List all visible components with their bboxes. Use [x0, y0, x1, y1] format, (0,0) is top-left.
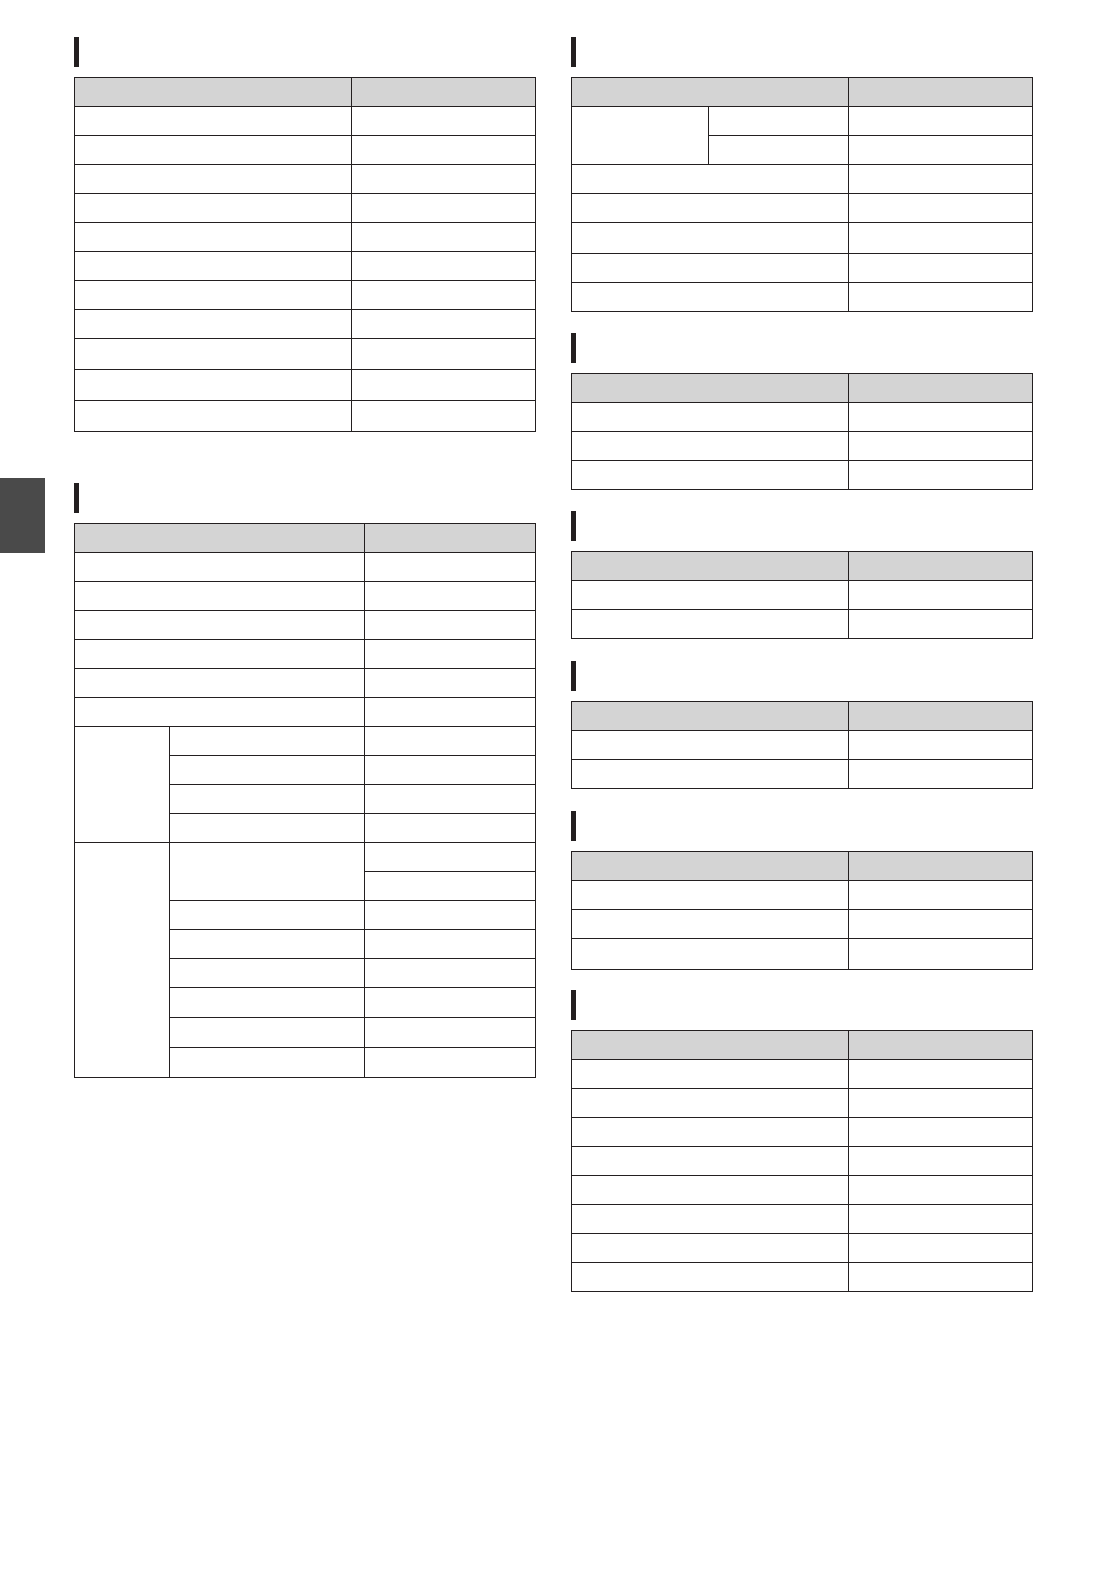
- table-cell: [849, 881, 1033, 910]
- table-cell: [75, 698, 365, 727]
- table-header-row: [75, 78, 536, 107]
- header-cell: [572, 852, 849, 881]
- table-row: [75, 136, 536, 165]
- table-cell: [709, 107, 849, 136]
- table-cell: [170, 930, 365, 959]
- table-row: [75, 640, 536, 669]
- table-row: [75, 843, 536, 872]
- table-cell: [849, 939, 1033, 970]
- header-cell: [75, 78, 352, 107]
- table-cell: [352, 223, 536, 252]
- table-4: [571, 373, 1033, 490]
- table-cell: [572, 731, 849, 760]
- table-cell: [849, 165, 1033, 194]
- table-cell: [849, 1234, 1033, 1263]
- table-cell: [365, 988, 536, 1018]
- header-cell: [849, 374, 1033, 403]
- table-cell: [709, 136, 849, 165]
- table-cell: [170, 1018, 365, 1048]
- table-row: [572, 939, 1033, 970]
- section-marker-bar: [571, 990, 576, 1020]
- table-cell: [572, 194, 849, 223]
- table-cell: [849, 1060, 1033, 1089]
- table-cell: [365, 843, 536, 872]
- table-cell: [572, 1147, 849, 1176]
- section-marker-bar: [571, 37, 576, 67]
- header-cell: [572, 552, 849, 581]
- table-cell: [365, 611, 536, 640]
- table-cell: [572, 581, 849, 610]
- table-cell: [352, 370, 536, 401]
- table-cell: [849, 731, 1033, 760]
- table-row: [572, 1147, 1033, 1176]
- table-cell: [572, 1060, 849, 1089]
- table-cell: [849, 1176, 1033, 1205]
- table-cell: [365, 785, 536, 814]
- header-cell: [75, 524, 365, 553]
- table-cell: [365, 930, 536, 959]
- table-cell: [352, 339, 536, 370]
- table-6: [571, 701, 1033, 789]
- header-cell: [572, 702, 849, 731]
- table-row: [572, 610, 1033, 639]
- table-cell: [75, 669, 365, 698]
- section-marker-bar: [571, 661, 576, 691]
- table-header-row: [572, 852, 1033, 881]
- table-cell: [572, 165, 849, 194]
- table-cell: [170, 727, 365, 756]
- table-cell: [365, 814, 536, 843]
- table-row: [572, 461, 1033, 490]
- group-cell: [75, 843, 170, 1078]
- table-cell: [352, 281, 536, 310]
- table-cell: [572, 223, 849, 254]
- table-cell: [75, 252, 352, 281]
- group-cell: [75, 727, 170, 843]
- table-header-row: [572, 552, 1033, 581]
- table-cell: [849, 403, 1033, 432]
- header-cell: [849, 78, 1033, 107]
- table-row: [75, 107, 536, 136]
- table-cell: [849, 136, 1033, 165]
- table-cell: [572, 1234, 849, 1263]
- table-header-row: [572, 1031, 1033, 1060]
- section-marker-bar: [74, 37, 79, 67]
- table-row: [75, 582, 536, 611]
- table-cell: [849, 194, 1033, 223]
- table-header-row: [572, 702, 1033, 731]
- table-cell: [75, 582, 365, 611]
- table-row: [75, 370, 536, 401]
- section-marker-bar: [571, 511, 576, 541]
- table-row: [75, 669, 536, 698]
- table-cell: [365, 698, 536, 727]
- table-cell: [352, 252, 536, 281]
- table-cell: [572, 1176, 849, 1205]
- header-cell: [849, 1031, 1033, 1060]
- table-row: [572, 223, 1033, 254]
- table-cell: [849, 1118, 1033, 1147]
- table-cell: [75, 370, 352, 401]
- table-cell: [365, 901, 536, 930]
- table-cell: [75, 339, 352, 370]
- table-1: [74, 77, 536, 432]
- table-cell: [572, 760, 849, 789]
- table-cell: [849, 1089, 1033, 1118]
- table-cell: [365, 669, 536, 698]
- table-8: [571, 1030, 1033, 1292]
- table-7: [571, 851, 1033, 970]
- table-cell: [572, 1089, 849, 1118]
- table-row: [572, 1060, 1033, 1089]
- table-cell: [75, 553, 365, 582]
- table-cell: [75, 611, 365, 640]
- section-marker-bar: [74, 483, 79, 513]
- table-cell: [572, 1118, 849, 1147]
- table-cell: [352, 194, 536, 223]
- header-cell: [849, 702, 1033, 731]
- table-cell: [365, 1048, 536, 1078]
- table-row: [572, 760, 1033, 789]
- table-header-row: [572, 78, 1033, 107]
- table-row: [572, 254, 1033, 283]
- table-cell: [352, 401, 536, 432]
- table-row: [75, 339, 536, 370]
- header-cell: [572, 78, 849, 107]
- table-cell: [75, 401, 352, 432]
- table-row: [75, 252, 536, 281]
- table-cell: [849, 760, 1033, 789]
- table-cell: [365, 959, 536, 988]
- table-cell: [365, 640, 536, 669]
- table-row: [572, 283, 1033, 312]
- table-2: [74, 523, 536, 1078]
- table-cell: [352, 107, 536, 136]
- table-cell: [849, 432, 1033, 461]
- table-cell: [849, 1263, 1033, 1292]
- table-cell: [572, 461, 849, 490]
- table-cell: [572, 403, 849, 432]
- table-row: [572, 107, 1033, 136]
- table-cell: [572, 939, 849, 970]
- table-cell: [75, 223, 352, 252]
- table-cell: [75, 310, 352, 339]
- table-cell: [170, 901, 365, 930]
- table-header-row: [572, 374, 1033, 403]
- header-cell: [849, 552, 1033, 581]
- table-cell: [849, 283, 1033, 312]
- table-cell: [572, 881, 849, 910]
- table-row: [75, 727, 536, 756]
- table-cell: [170, 843, 365, 901]
- table-cell: [849, 1147, 1033, 1176]
- table-row: [572, 1089, 1033, 1118]
- table-cell: [75, 136, 352, 165]
- table-row: [572, 165, 1033, 194]
- table-cell: [365, 756, 536, 785]
- table-row: [572, 194, 1033, 223]
- table-cell: [849, 581, 1033, 610]
- table-cell: [365, 872, 536, 901]
- table-row: [75, 281, 536, 310]
- table-cell: [572, 1263, 849, 1292]
- table-cell: [352, 310, 536, 339]
- header-cell: [572, 1031, 849, 1060]
- table-cell: [170, 814, 365, 843]
- header-cell: [572, 374, 849, 403]
- table-5: [571, 551, 1033, 639]
- table-cell: [849, 910, 1033, 939]
- table-row: [75, 401, 536, 432]
- table-cell: [170, 959, 365, 988]
- table-cell: [352, 165, 536, 194]
- table-row: [572, 1234, 1033, 1263]
- table-row: [572, 731, 1033, 760]
- table-cell: [572, 910, 849, 939]
- header-cell: [365, 524, 536, 553]
- table-row: [572, 1263, 1033, 1292]
- table-cell: [170, 1048, 365, 1078]
- table-row: [572, 581, 1033, 610]
- table-cell: [170, 785, 365, 814]
- table-row: [572, 910, 1033, 939]
- table-cell: [75, 281, 352, 310]
- table-cell: [170, 756, 365, 785]
- table-row: [75, 165, 536, 194]
- table-cell: [572, 432, 849, 461]
- table-row: [75, 310, 536, 339]
- section-marker-bar: [571, 333, 576, 363]
- table-cell: [75, 107, 352, 136]
- table-row: [75, 698, 536, 727]
- table-cell: [365, 727, 536, 756]
- table-row: [75, 553, 536, 582]
- table-cell: [572, 1205, 849, 1234]
- table-cell: [849, 107, 1033, 136]
- section-marker-bar: [571, 811, 576, 841]
- table-cell: [572, 610, 849, 639]
- table-row: [572, 403, 1033, 432]
- table-cell: [352, 136, 536, 165]
- chapter-side-tab: [0, 478, 45, 553]
- table-cell: [75, 165, 352, 194]
- table-cell: [849, 1205, 1033, 1234]
- table-cell: [365, 582, 536, 611]
- table-cell: [75, 640, 365, 669]
- group-cell: [572, 107, 709, 165]
- table-cell: [849, 254, 1033, 283]
- table-row: [75, 611, 536, 640]
- table-row: [572, 881, 1033, 910]
- header-cell: [849, 852, 1033, 881]
- table-cell: [365, 1018, 536, 1048]
- table-cell: [365, 553, 536, 582]
- table-cell: [170, 988, 365, 1018]
- table-3: [571, 77, 1033, 312]
- table-row: [572, 1118, 1033, 1147]
- table-header-row: [75, 524, 536, 553]
- table-cell: [849, 461, 1033, 490]
- table-cell: [572, 254, 849, 283]
- table-row: [75, 223, 536, 252]
- table-row: [572, 1176, 1033, 1205]
- table-cell: [572, 283, 849, 312]
- table-row: [572, 1205, 1033, 1234]
- table-row: [75, 194, 536, 223]
- table-cell: [849, 223, 1033, 254]
- table-cell: [849, 610, 1033, 639]
- table-row: [572, 432, 1033, 461]
- header-cell: [352, 78, 536, 107]
- table-cell: [75, 194, 352, 223]
